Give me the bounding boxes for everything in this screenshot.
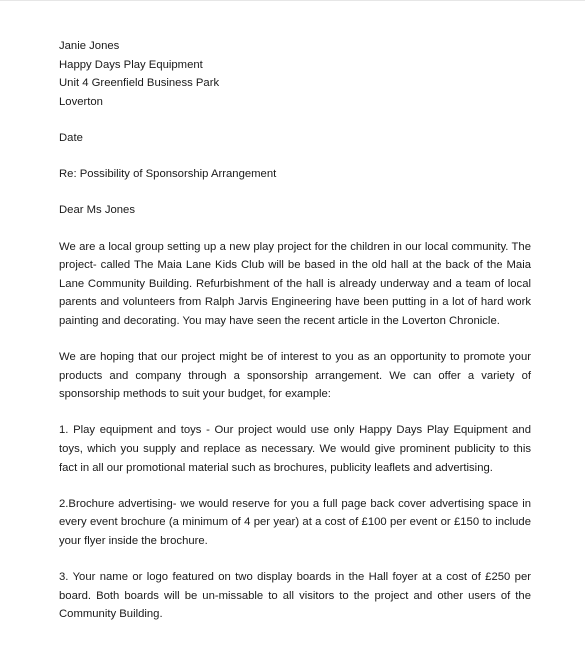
- letter-salutation: Dear Ms Jones: [59, 204, 135, 217]
- paragraph-option-display-boards: 3. Your name or logo featured on two display boards in the Hall foyer at a cost of £250 per board. Both boards will be un-missable to all visitors to the project and other users of the Community Building.: [59, 571, 531, 621]
- paragraph-option-play-equipment: 1. Play equipment and toys - Our project would use only Happy Days Play Equipment and toys, which you supply and replace as necessary. We would give prominent publicity to this fact in all our promotional material such as brochures, publicity leaflets and advertising.: [59, 424, 531, 474]
- paragraph-sponsorship-offer: We are hoping that our project might be of interest to you as an opportunity to promote your products and company through a sponsorship arrangement. We can offer a variety of sponsorship methods to suit your budget, for example:: [59, 351, 531, 401]
- letter-body: [59, 37, 531, 624]
- recipient-street: Unit 4 Greenfield Business Park: [59, 77, 220, 90]
- recipient-address: [59, 37, 531, 111]
- paragraph-introduction: We are a local group setting up a new play project for the children in our local community. The project- called The Maia Lane Kids Club will be based in the old hall at the back of the Maia Lane Community Building. Refurbishment of the hall is already underway and a team of local parents and volunteers from Ralph Jarvis Engineering have been putting in a lot of hard work painting and decorating. You may have seen the recent article in the Loverton Chronicle.: [59, 240, 531, 327]
- recipient-company: Happy Days Play Equipment: [59, 58, 203, 71]
- recipient-town: Loverton: [59, 95, 103, 108]
- paragraph-option-brochure: 2.Brochure advertising- we would reserve for you a full page back cover advertising space in every event brochure (a minimum of 4 per year) at a cost of £100 per event or £150 to include your flyer inside the brochure.: [59, 497, 531, 548]
- recipient-name: Janie Jones: [59, 40, 120, 52]
- letter-subject: Re: Possibility of Sponsorship Arrangement: [59, 168, 277, 181]
- letter-date: Date: [59, 131, 83, 144]
